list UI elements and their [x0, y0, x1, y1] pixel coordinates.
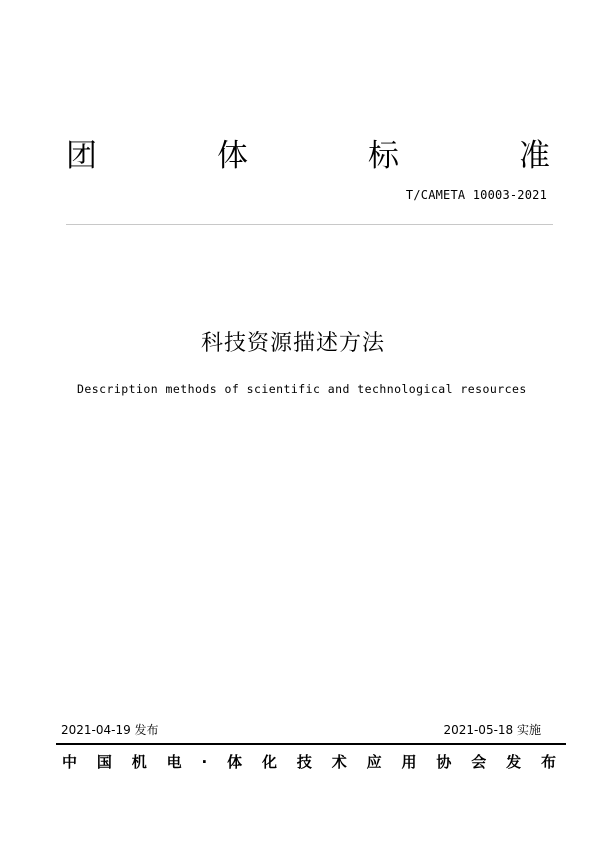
- publisher-char: 发: [506, 753, 522, 771]
- publisher-char: 布: [540, 753, 556, 771]
- category-char: 准: [519, 138, 550, 174]
- implement-date: 2021-05-18 实施: [443, 723, 541, 737]
- publisher-line: [62, 751, 556, 773]
- publisher-char: 会: [471, 753, 487, 771]
- publisher-char: 中: [62, 753, 78, 771]
- category-char: 团: [66, 138, 97, 174]
- standard-category-title: [66, 134, 550, 178]
- publisher-char: 体: [227, 753, 243, 771]
- standard-number: T/CAMETA 10003-2021: [405, 188, 547, 202]
- publisher-char: 机: [131, 753, 147, 771]
- publisher-char: 术: [331, 753, 347, 771]
- publisher-char: 国: [96, 753, 112, 771]
- publish-date: 2021-04-19 发布: [61, 723, 159, 737]
- bottom-divider: [56, 743, 566, 745]
- publisher-char: 化: [261, 753, 277, 771]
- category-char: 体: [217, 138, 248, 174]
- top-divider: [66, 224, 553, 225]
- publisher-char: 应: [366, 753, 382, 771]
- publisher-char: 用: [401, 753, 417, 771]
- publisher-char: 电: [166, 753, 182, 771]
- document-title-en: Description methods of scientific and technological resources: [77, 382, 527, 396]
- document-title-zh: 科技资源描述方法: [200, 331, 385, 356]
- publisher-char: 协: [436, 753, 452, 771]
- category-char: 标: [368, 138, 399, 174]
- publisher-char: ·: [201, 753, 208, 771]
- publisher-char: 技: [296, 753, 312, 771]
